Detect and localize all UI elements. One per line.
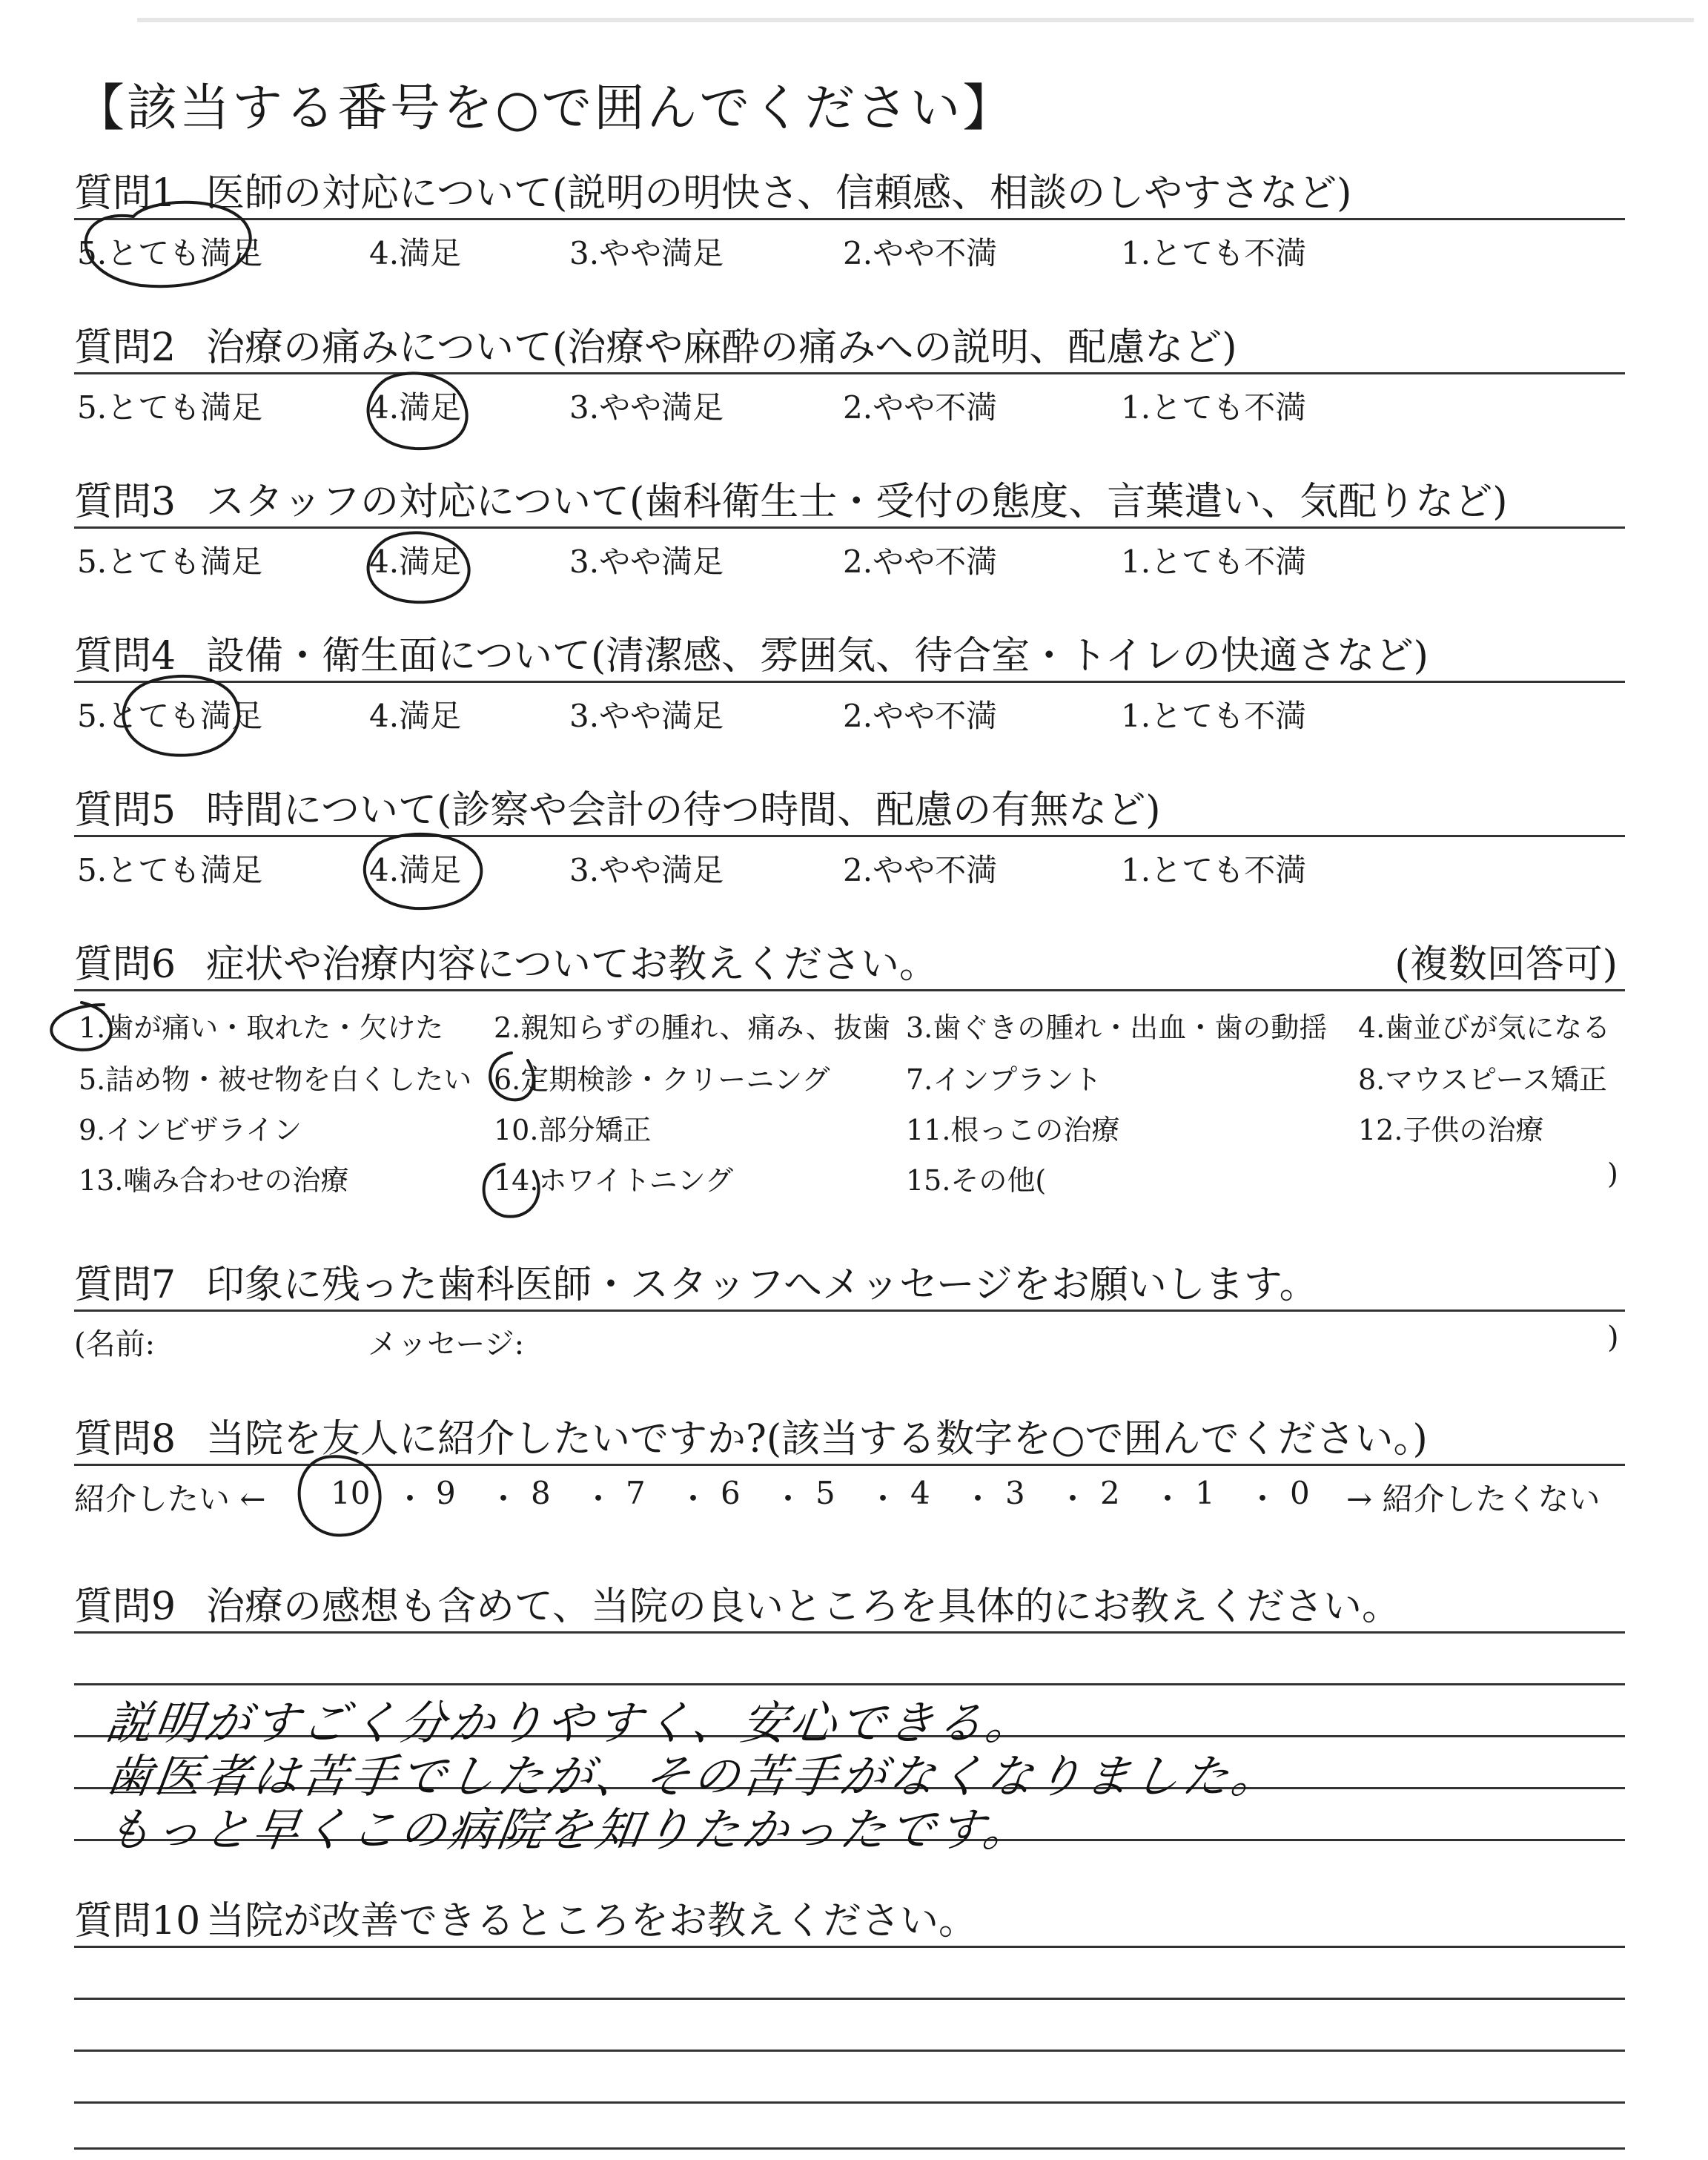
option-2[interactable]: 2.やや不満: [843, 389, 998, 426]
scale-6[interactable]: 6: [721, 1475, 741, 1511]
scan-edge: [137, 18, 1694, 22]
message-line[interactable]: [74, 1312, 1625, 1364]
question-2: [74, 316, 1625, 426]
question-text: 当院が改善できるところをお教えください。: [206, 1899, 978, 1943]
scale-right-label: → 紹介したくない: [1346, 1481, 1601, 1517]
question-text: 医師の対応について(説明の明快さ、信頼感、相談のしやすさなど): [206, 171, 1352, 216]
handwritten-answer-line-3: もっと早くこの病院を知りたかったです。: [102, 1803, 1036, 1857]
option-2[interactable]: 2.やや不満: [843, 544, 998, 580]
question-text: 当院を友人に紹介したいですか?(該当する数字を○で囲んでください。): [206, 1417, 1428, 1462]
treatment-options: [74, 991, 1625, 1206]
option-2[interactable]: 2.やや不満: [843, 852, 998, 888]
handwritten-answer-line-1: 説明がすごく分かりやすく、安心できる。: [102, 1696, 1039, 1750]
writing-line: [74, 1631, 1625, 1634]
question-number: 質問7: [74, 1263, 176, 1307]
option-5[interactable]: 5.とても満足: [77, 235, 263, 271]
treatment-option-12[interactable]: 12.子供の治療: [1358, 1114, 1544, 1146]
option-4[interactable]: 4.満足: [369, 544, 462, 580]
question-text: 印象に残った歯科医師・スタッフへメッセージをお願いします。: [206, 1263, 1318, 1307]
treatment-option-11[interactable]: 11.根っこの治療: [906, 1114, 1120, 1146]
option-5[interactable]: 5.とても満足: [77, 698, 263, 734]
page-title: 【該当する番号を○で囲んでください】: [74, 79, 1016, 138]
treatment-option-2[interactable]: 2.親知らずの腫れ、痛み、抜歯: [494, 1011, 890, 1044]
question-text: 治療の痛みについて(治療や麻酔の痛みへの説明、配慮など): [206, 326, 1237, 370]
option-5[interactable]: 5.とても満足: [77, 852, 263, 888]
option-2[interactable]: 2.やや不満: [843, 235, 998, 271]
writing-line: [74, 2101, 1625, 2104]
question-text: 症状や治療内容についてお教えください。: [206, 942, 938, 987]
question-8: [74, 1407, 1625, 1518]
option-3[interactable]: 3.やや満足: [569, 852, 724, 888]
satisfaction-options: [74, 837, 1625, 889]
scale-5[interactable]: 5: [815, 1475, 835, 1511]
question-number: 質問5: [74, 788, 176, 833]
question-text: 治療の感想も含めて、当院の良いところを具体的にお教えください。: [206, 1585, 1400, 1629]
scale-dot: ・: [1057, 1481, 1089, 1517]
message-label: メッセージ:: [368, 1327, 525, 1361]
option-4[interactable]: 4.満足: [369, 698, 462, 734]
scale-dot: ・: [772, 1481, 804, 1517]
option-3[interactable]: 3.やや満足: [569, 389, 724, 426]
question-number: 質問1: [74, 171, 176, 216]
option-4[interactable]: 4.満足: [369, 235, 462, 271]
scale-8[interactable]: 8: [531, 1475, 551, 1511]
scale-10[interactable]: 10: [331, 1475, 371, 1511]
question-text: 設備・衛生面について(清潔感、雰囲気、待合室・トイレの快適さなど): [206, 634, 1429, 678]
scale-dot: ・: [583, 1481, 615, 1517]
option-3[interactable]: 3.やや満足: [569, 544, 724, 580]
scale-left-label: 紹介したい ←: [74, 1481, 266, 1517]
option-5[interactable]: 5.とても満足: [77, 389, 263, 426]
scale-dot: ・: [1152, 1481, 1184, 1517]
option-1[interactable]: 1.とても不満: [1121, 698, 1307, 734]
referral-scale: [74, 1466, 1625, 1518]
scale-3[interactable]: 3: [1005, 1475, 1025, 1511]
scale-dot: ・: [678, 1481, 709, 1517]
option-1[interactable]: 1.とても不満: [1121, 852, 1307, 888]
question-number: 質問9: [74, 1585, 176, 1629]
writing-line: [74, 1683, 1625, 1685]
satisfaction-options: [74, 529, 1625, 581]
treatment-option-9[interactable]: 9.インビザライン: [79, 1114, 302, 1146]
question-4: [74, 624, 1625, 735]
option-4[interactable]: 4.満足: [369, 852, 462, 888]
option-1[interactable]: 1.とても不満: [1121, 389, 1307, 426]
treatment-option-10[interactable]: 10.部分矯正: [494, 1114, 652, 1146]
satisfaction-options: [74, 220, 1625, 272]
treatment-option-14[interactable]: 14.ホワイトニング: [494, 1164, 734, 1197]
writing-line: [74, 2147, 1625, 2150]
scale-dot: ・: [488, 1481, 520, 1517]
name-label: (名前:: [74, 1327, 156, 1361]
satisfaction-options: [74, 683, 1625, 735]
treatment-option-4[interactable]: 4.歯並びが気になる: [1358, 1011, 1611, 1044]
treatment-option-8[interactable]: 8.マウスピース矯正: [1358, 1063, 1607, 1096]
scale-2[interactable]: 2: [1100, 1475, 1120, 1511]
question-10: [74, 1889, 1625, 2149]
scale-0[interactable]: 0: [1290, 1475, 1310, 1511]
question-9: [74, 1575, 1625, 1857]
question-6: [74, 933, 1625, 1206]
satisfaction-options: [74, 374, 1625, 426]
question-5: [74, 779, 1625, 889]
question-number: 質問6: [74, 942, 176, 987]
option-2[interactable]: 2.やや不満: [843, 698, 998, 734]
question-number: 質問8: [74, 1417, 176, 1462]
scale-1[interactable]: 1: [1195, 1475, 1215, 1511]
option-5[interactable]: 5.とても満足: [77, 544, 263, 580]
question-number: 質問10: [74, 1899, 201, 1943]
question-1: [74, 162, 1625, 272]
treatment-option-6[interactable]: 6.定期検診・クリーニング: [494, 1063, 830, 1096]
question-text: スタッフの対応について(歯科衛生士・受付の態度、言葉遣い、気配りなど): [206, 480, 1508, 524]
scale-7[interactable]: 7: [626, 1475, 646, 1511]
question-number: 質問2: [74, 326, 176, 370]
scale-dot: ・: [867, 1481, 899, 1517]
question-text: 時間について(診察や会計の待つ時間、配慮の有無など): [206, 788, 1161, 833]
writing-line: [74, 2050, 1625, 2052]
handwritten-answer-line-2: 歯医者は苦手でしたが、その苦手がなくなりました。: [102, 1749, 1285, 1803]
option-1[interactable]: 1.とても不満: [1121, 544, 1307, 580]
scale-dot: ・: [394, 1481, 426, 1517]
option-3[interactable]: 3.やや満足: [569, 698, 724, 734]
other-close-paren: ): [1607, 1157, 1618, 1190]
scale-9[interactable]: 9: [436, 1475, 456, 1511]
option-1[interactable]: 1.とても不満: [1121, 235, 1307, 271]
scale-dot: ・: [962, 1481, 994, 1517]
multiple-answer-note: (複数回答可): [1394, 942, 1618, 987]
treatment-option-5[interactable]: 5.詰め物・被せ物を白くしたい: [79, 1063, 472, 1096]
scale-dot: ・: [1247, 1481, 1279, 1517]
option-3[interactable]: 3.やや満足: [569, 235, 724, 271]
scale-4[interactable]: 4: [910, 1475, 930, 1511]
question-7: [74, 1253, 1625, 1364]
message-close-paren: ): [1607, 1321, 1619, 1355]
option-4[interactable]: 4.満足: [369, 389, 462, 426]
writing-line: [74, 1998, 1625, 2000]
treatment-option-3[interactable]: 3.歯ぐきの腫れ・出血・歯の動揺: [906, 1011, 1328, 1044]
question-number: 質問4: [74, 634, 176, 678]
treatment-option-1[interactable]: 1.歯が痛い・取れた・欠けた: [79, 1011, 444, 1044]
writing-line: [74, 1946, 1625, 1948]
question-number: 質問3: [74, 480, 176, 524]
treatment-option-15[interactable]: 15.その他(: [906, 1164, 1047, 1197]
treatment-option-7[interactable]: 7.インプラント: [906, 1063, 1102, 1096]
treatment-option-13[interactable]: 13.噛み合わせの治療: [79, 1164, 349, 1197]
question-3: [74, 470, 1625, 581]
